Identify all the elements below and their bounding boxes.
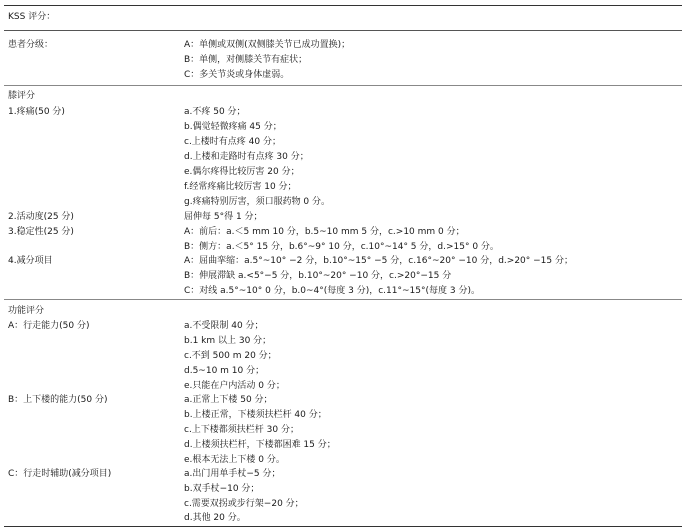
pain-item: f.经常疼痛比较厉害 10 分； [184,182,297,192]
rom-label: 2.活动度(25 分) [8,212,74,222]
walking-item: e.只能在户内活动 0 分； [184,381,285,391]
pain-item: b.偶觉轻微疼痛 45 分； [184,122,282,132]
stairs-label: B：上下楼的能力(50 分) [8,395,108,405]
walking-item: b.1 km 以上 30 分； [184,336,272,346]
rom-text: 屈伸每 5°得 1 分； [184,212,263,222]
walking-item: c.不到 500 m 20 分； [184,351,277,361]
pain-item: e.偶尔疼得比较厉害 20 分； [184,167,300,177]
aid-item: a.出门用单手杖−5 分； [184,469,281,479]
aid-item: d.其他 20 分。 [184,513,246,523]
aid-label: C：行走时辅助(减分项目) [8,469,112,479]
stability-item: B：侧方：a.＜5° 15 分，b.6°~9° 10 分，c.10°~14° 5 分，d.>15° 0 分。 [184,242,499,252]
stairs-item: d.上楼须扶栏杆，下楼都困难 15 分； [184,440,336,450]
patient-option: A：单侧或双侧(双侧膝关节已成功置换)； [184,40,351,50]
stability-item: A：前后：a.＜5 mm 10 分，b.5~10 mm 5 分，c.>10 mm 0 分； [184,227,465,237]
section-rule [4,85,682,86]
patient-option: C：多关节炎或身体虚弱。 [184,70,290,80]
stability-label: 3.稳定性(25 分) [8,227,74,237]
walking-item: a.不受限制 40 分； [184,321,264,331]
aid-item: b.双手杖−10 分； [184,484,260,494]
walking-item: d.5~10 m 10 分； [184,366,265,376]
section-rule [4,299,682,300]
deduction-label: 4.减分项目 [8,256,53,266]
pain-item: g.疼痛特别厉害，须口服药物 0 分。 [184,197,331,207]
function-heading: 功能评分 [8,306,45,316]
deduction-item: B：伸展滞缺 a.<5°−5 分，b.10°~20° −10 分，c.>20°−15 分 [184,271,452,281]
top-rule [4,5,682,6]
stairs-item: c.上下楼都须扶栏杆 30 分； [184,425,299,435]
stairs-item: a.正常上下楼 50 分； [184,395,273,405]
bottom-rule [4,526,682,527]
pain-item: a.不疼 50 分； [184,107,246,117]
patient-label: 患者分级： [8,40,54,50]
stairs-item: e.根本无法上下楼 0 分。 [184,455,285,465]
patient-option: B：单侧，对侧膝关节有症状； [184,55,308,65]
pain-item: c.上楼时有点疼 40 分； [184,137,281,147]
knee-heading: 膝评分 [8,91,36,101]
deduction-item: C：对线 a.5°~10° 0 分，b.0~4°(每度 3 分)，c.11°~15°(每度 3 分)。 [184,286,480,296]
stairs-item: b.上楼正常，下楼须扶栏杆 40 分； [184,410,327,420]
aid-item: c.需要双拐或步行架−20 分； [184,499,304,509]
pain-item: d.上楼和走路时有点疼 30 分； [184,152,309,162]
walking-label: A：行走能力(50 分) [8,321,90,331]
deduction-item: A：屈曲挛缩：a.5°~10° −2 分，b.10°~15° −5 分，c.16°~20° −10 分，d.>20° −15 分； [184,256,574,266]
pain-label: 1.疼痛(50 分) [8,107,65,117]
document-title: KSS 评分： [8,12,56,22]
title-rule [4,30,682,31]
